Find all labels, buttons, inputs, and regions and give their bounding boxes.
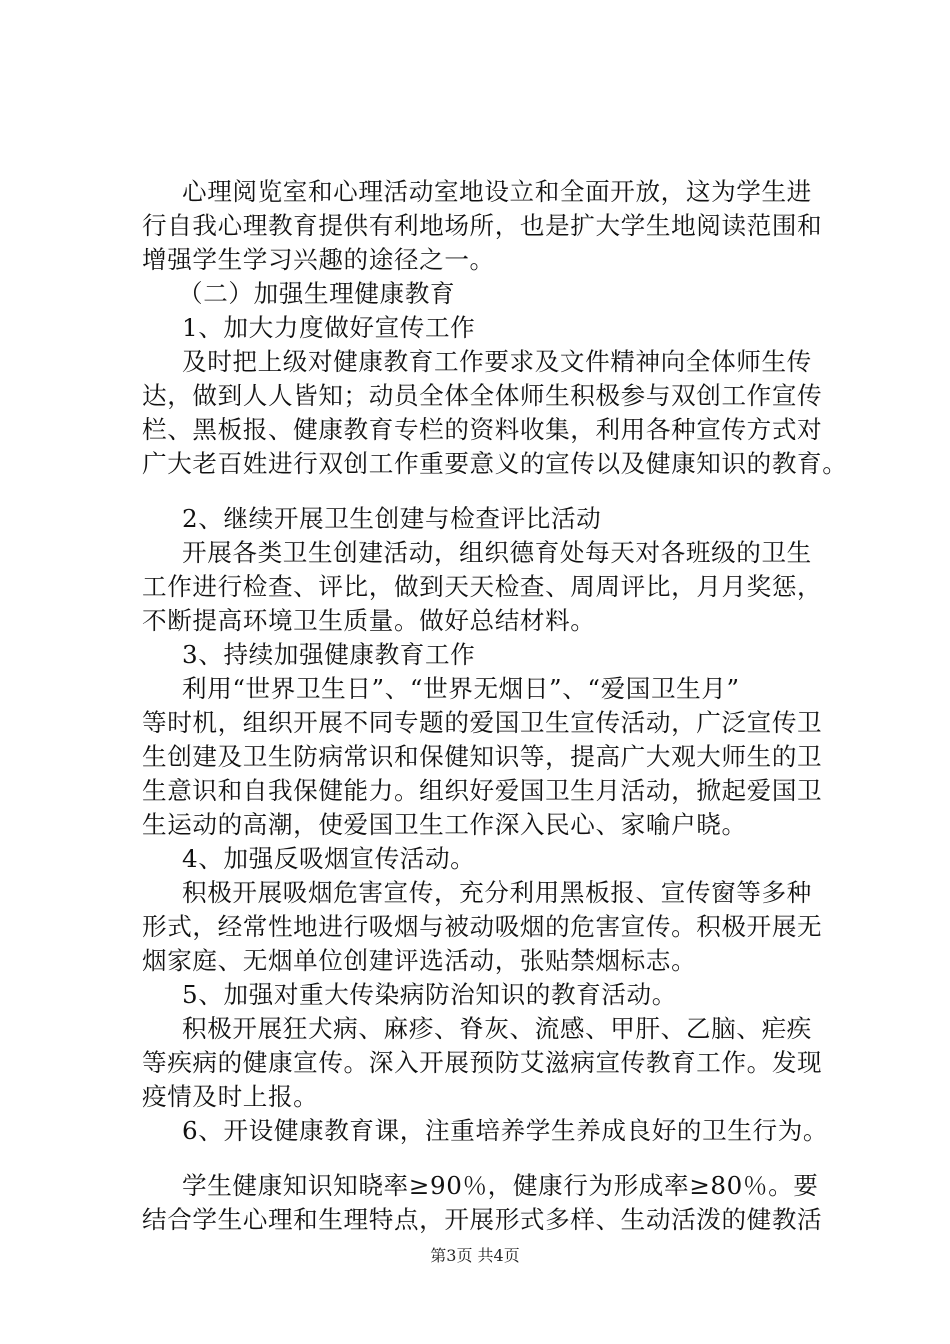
paragraph-line: 心理阅览室和心理活动室地设立和全面开放，这为学生进 xyxy=(182,177,812,206)
paragraph-line: 学生健康知识知晓率≥90％，健康行为形成率≥80％。要 xyxy=(182,1171,819,1200)
subsection-heading: 5、加强对重大传染病防治知识的教育活动。 xyxy=(182,980,677,1009)
paragraph-line: 生运动的高潮，使爱国卫生工作深入民心、家喻户晓。 xyxy=(142,810,747,839)
subsection-heading: 6、开设健康教育课，注重培养学生养成良好的卫生行为。 xyxy=(182,1116,829,1145)
paragraph-line: 及时把上级对健康教育工作要求及文件精神向全体师生传 xyxy=(182,347,812,376)
subsection-heading: 3、持续加强健康教育工作 xyxy=(182,640,476,669)
subsection-heading: 4、加强反吸烟宣传活动。 xyxy=(182,844,476,873)
paragraph-line: 工作进行检查、评比，做到天天检查、周周评比，月月奖惩， xyxy=(142,572,823,601)
paragraph-line: 增强学生学习兴趣的途径之一。 xyxy=(142,245,495,274)
paragraph-line: 生意识和自我保健能力。组织好爱国卫生月活动，掀起爱国卫 xyxy=(142,776,823,805)
paragraph-line: 开展各类卫生创建活动，组织德育处每天对各班级的卫生 xyxy=(182,538,812,567)
page-footer: 第3页 共4页 xyxy=(430,1246,520,1265)
paragraph-line: 等时机，组织开展不同专题的爱国卫生宣传活动，广泛宣传卫 xyxy=(142,708,823,737)
paragraph-line: 等疾病的健康宣传。深入开展预防艾滋病宣传教育工作。发现 xyxy=(142,1048,823,1077)
paragraph-line: 利用“世界卫生日”、“世界无烟日”、“爱国卫生月” xyxy=(182,674,740,703)
paragraph-line: 积极开展吸烟危害宣传，充分利用黑板报、宣传窗等多种 xyxy=(182,878,812,907)
paragraph-line: 生创建及卫生防病常识和保健知识等，提高广大观大师生的卫 xyxy=(142,742,823,771)
paragraph-line: 达，做到人人皆知；动员全体全体师生积极参与双创工作宣传 xyxy=(142,381,823,410)
paragraph-line: 积极开展狂犬病、麻疹、脊灰、流感、甲肝、乙脑、疟疾 xyxy=(182,1014,812,1043)
section-heading: （二）加强生理健康教育 xyxy=(178,279,456,308)
paragraph-line: 疫情及时上报。 xyxy=(142,1082,319,1111)
paragraph-line: 广大老百姓进行双创工作重要意义的宣传以及健康知识的教育。 xyxy=(142,449,848,478)
paragraph-line: 烟家庭、无烟单位创建评选活动，张贴禁烟标志。 xyxy=(142,946,697,975)
subsection-heading: 2、继续开展卫生创建与检查评比活动 xyxy=(182,504,602,533)
paragraph-line: 行自我心理教育提供有利地场所，也是扩大学生地阅读范围和 xyxy=(142,211,823,240)
subsection-heading: 1、加大力度做好宣传工作 xyxy=(182,313,476,342)
paragraph-line: 形式，经常性地进行吸烟与被动吸烟的危害宣传。积极开展无 xyxy=(142,912,823,941)
paragraph-line: 结合学生心理和生理特点，开展形式多样、生动活泼的健教活 xyxy=(142,1205,823,1234)
paragraph-line: 不断提高环境卫生质量。做好总结材料。 xyxy=(142,606,596,635)
paragraph-line: 栏、黑板报、健康教育专栏的资料收集，利用各种宣传方式对 xyxy=(142,415,823,444)
